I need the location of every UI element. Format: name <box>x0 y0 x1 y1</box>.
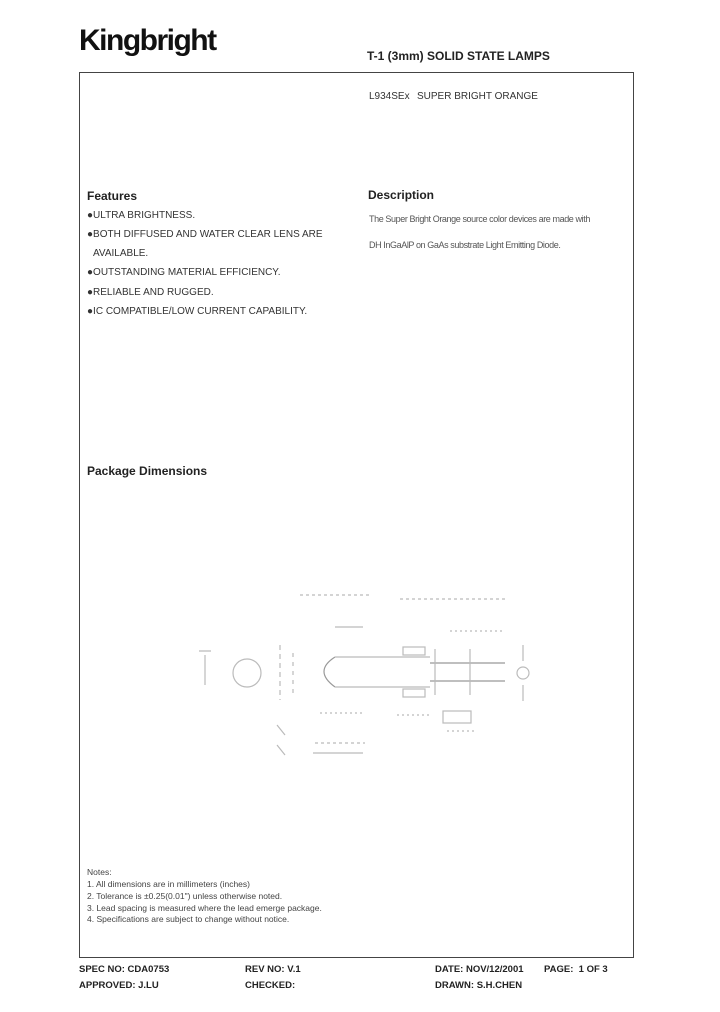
note-item: 3. Lead spacing is measured where the lead emerge package. <box>87 903 322 913</box>
document-date: DATE: NOV/12/2001 <box>435 964 524 975</box>
drawn-by: DRAWN: S.H.CHEN <box>435 980 523 991</box>
revision-number: REV NO: V.1 <box>245 964 301 975</box>
note-item: 2. Tolerance is ±0.25(0.01") unless otherwise noted. <box>87 891 283 901</box>
feature-item: ●ULTRA BRIGHTNESS. <box>87 210 196 221</box>
part-number: L934SEx <box>369 91 410 102</box>
note-item: 4. Specifications are subject to change without notice. <box>87 914 290 924</box>
description-line: The Super Bright Orange source color devices are made with <box>369 214 590 224</box>
features-heading: Features <box>87 189 138 203</box>
spec-number: SPEC NO: CDA0753 <box>79 964 170 975</box>
page-number: PAGE: 1 OF 3 <box>544 964 608 975</box>
note-item: 1. All dimensions are in millimeters (inches) <box>87 879 250 889</box>
package-heading: Package Dimensions <box>87 464 208 478</box>
feature-item: ●IC COMPATIBLE/LOW CURRENT CAPABILITY. <box>87 306 308 317</box>
feature-item: AVAILABLE. <box>93 248 149 259</box>
page-title: T-1 (3mm) SOLID STATE LAMPS <box>367 49 550 63</box>
part-name: SUPER BRIGHT ORANGE <box>417 91 538 102</box>
notes-heading: Notes: <box>87 867 112 877</box>
feature-item: ●BOTH DIFFUSED AND WATER CLEAR LENS ARE <box>87 229 323 240</box>
checked-by: CHECKED: <box>245 980 296 991</box>
package-dimensions-drawing <box>185 585 535 770</box>
feature-item: ●OUTSTANDING MATERIAL EFFICIENCY. <box>87 267 281 278</box>
brand-logo: Kingbright <box>79 24 216 57</box>
feature-item: ●RELIABLE AND RUGGED. <box>87 287 214 298</box>
content-frame <box>79 72 634 958</box>
description-heading: Description <box>368 188 435 202</box>
description-line: DH InGaAlP on GaAs substrate Light Emitting Diode. <box>369 240 561 250</box>
approved-by: APPROVED: J.LU <box>79 980 159 991</box>
